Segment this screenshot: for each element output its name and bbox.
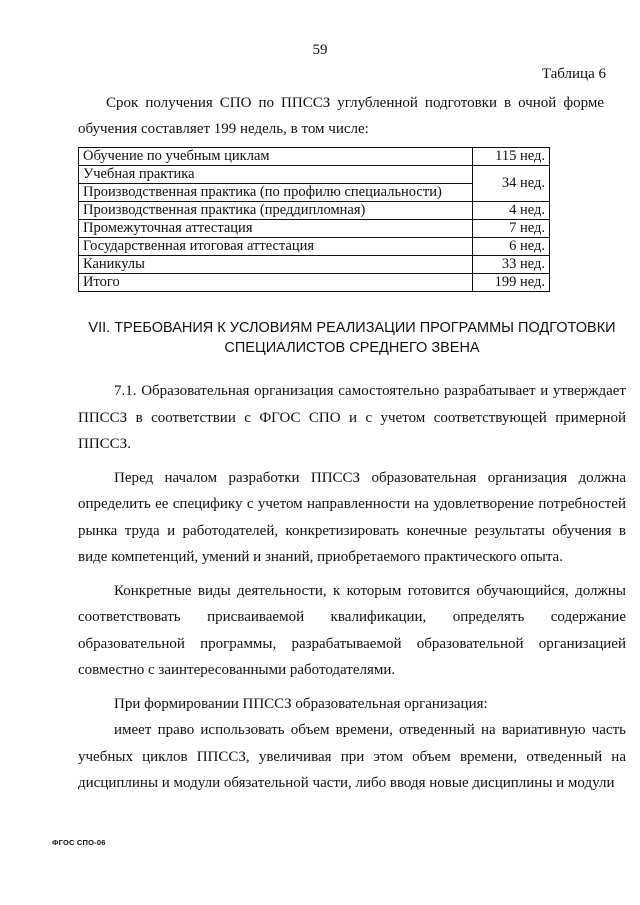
page-number: 59	[312, 42, 328, 58]
paragraph: Конкретные виды деятельности, к которым готовится обучающийся, должны соответствовать присваиваемой квалификации, определять содержание образовательной программы, разрабатываемой образовательной организацией совместно с заинтересованными работодателями.	[78, 582, 626, 678]
paragraph: имеет право использовать объем времени, отведенный на вариативную часть учебных циклов ППССЗ, увеличивая при этом объем времени, отведенный на дисциплины и модули обязательной части, либо вводя новые дисциплины и модули	[78, 722, 626, 791]
table-row	[79, 202, 550, 220]
table-row	[79, 256, 550, 274]
row-value: 7 нед.	[473, 220, 550, 238]
study-duration-table	[78, 147, 550, 292]
row-label: Итого	[79, 274, 473, 292]
table-row	[79, 148, 550, 166]
row-value: 34 нед.	[473, 166, 550, 202]
row-label: Каникулы	[79, 256, 473, 274]
row-label: Учебная практика	[79, 166, 473, 184]
row-label: Промежуточная аттестация	[79, 220, 473, 238]
row-value: 115 нед.	[473, 148, 550, 166]
row-value: 199 нед.	[473, 274, 550, 292]
row-value: 6 нед.	[473, 238, 550, 256]
row-value: 33 нед.	[473, 256, 550, 274]
table-row	[79, 238, 550, 256]
footer-mark: ФГОС СПО-06	[52, 838, 106, 847]
row-label: Производственная практика (преддипломная)	[79, 202, 473, 220]
row-label: Государственная итоговая аттестация	[79, 238, 473, 256]
table-caption: Таблица 6	[541, 66, 606, 82]
table-row	[79, 274, 550, 292]
table-row	[79, 166, 550, 184]
paragraph: Перед началом разработки ППССЗ образовательная организация должна определить ее специфику с учетом направленности на удовлетворение потребностей рынка труда и работодателей, конкретизировать конечные результаты обучения в виде компетенций, умений и знаний, приобретаемого практического опыта.	[78, 469, 626, 565]
row-label: Производственная практика (по профилю специальности)	[79, 184, 473, 202]
paragraph: При формировании ППССЗ образовательная организация:	[114, 695, 488, 712]
table-row	[79, 220, 550, 238]
row-value: 4 нед.	[473, 202, 550, 220]
row-label: Обучение по учебным циклам	[79, 148, 473, 166]
paragraph: 7.1. Образовательная организация самостоятельно разрабатывает и утверждает ППССЗ в соответствии с ФГОС СПО и с учетом соответствующей примерной ППССЗ.	[78, 383, 626, 452]
body-text	[78, 378, 626, 804]
section-heading: VII. ТРЕБОВАНИЯ К УСЛОВИЯМ РЕАЛИЗАЦИИ ПРОГРАММЫ ПОДГОТОВКИ СПЕЦИАЛИСТОВ СРЕДНЕГО ЗВЕНА	[88, 320, 616, 356]
intro-paragraph: Срок получения СПО по ППССЗ углубленной подготовки в очной форме обучения составляет 199 недель, в том числе:	[78, 95, 604, 137]
